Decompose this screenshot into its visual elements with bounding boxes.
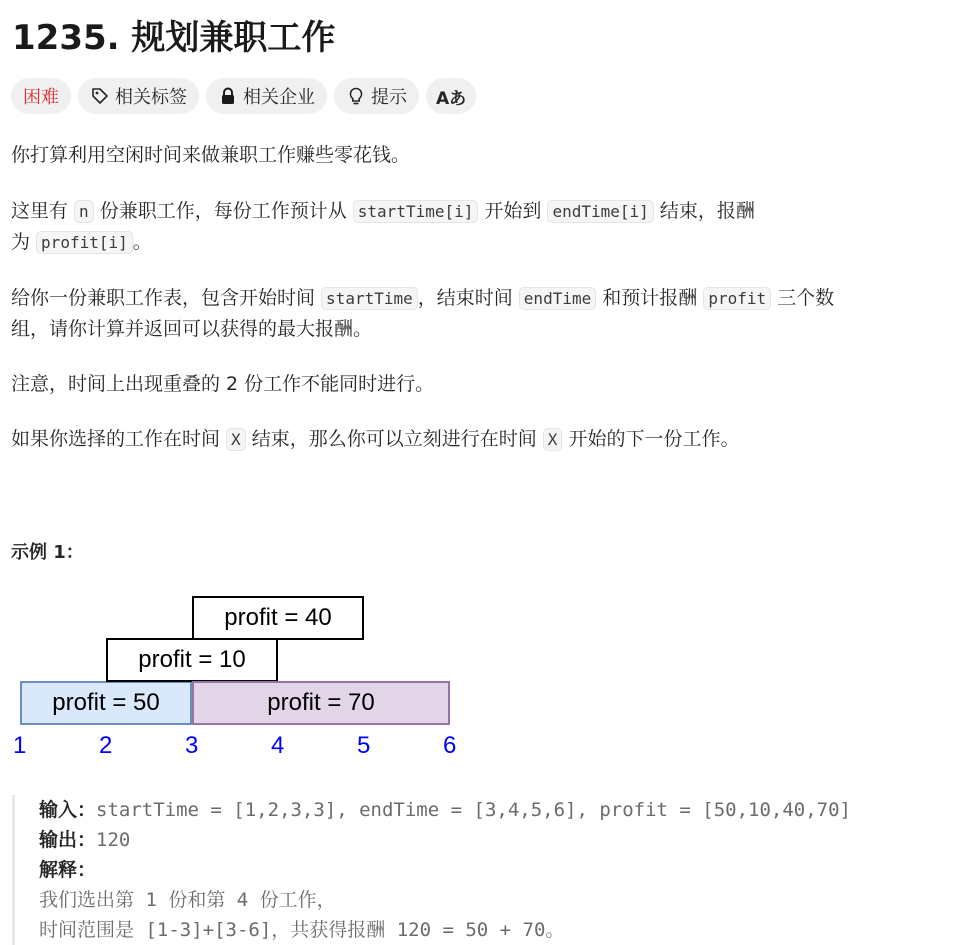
example-explain-line-2: 时间范围是 [1-3]+[3-6]，共获得报酬 120 = 50 + 70。 — [39, 919, 565, 941]
description-paragraph-5 — [11, 424, 739, 455]
description-paragraph-4: 注意，时间上出现重叠的 2 份工作不能同时进行。 — [11, 373, 435, 395]
output-value: 120 — [96, 829, 131, 851]
text: 三个数 — [771, 287, 835, 309]
text: 开始到 — [478, 200, 548, 222]
example-input-line — [39, 795, 958, 825]
text: 为 — [11, 231, 37, 253]
translate-button[interactable] — [426, 78, 476, 114]
code-n: n — [74, 200, 94, 223]
axis-tick-5: 5 — [357, 732, 371, 759]
axis-tick-1: 1 — [13, 732, 27, 759]
code-x: X — [543, 428, 563, 451]
example-diagram — [12, 592, 472, 762]
description-paragraph-1: 你打算利用空闲时间来做兼职工作赚些零花钱。 — [11, 144, 411, 166]
text: 。 — [132, 231, 152, 253]
translate-icon: Aあ — [436, 88, 467, 109]
axis-tick-6: 6 — [443, 732, 457, 759]
related-tags-button[interactable] — [78, 78, 199, 114]
text: 组，请你计算并返回可以获得的最大报酬。 — [11, 318, 373, 340]
axis-tick-4: 4 — [271, 732, 285, 759]
related-tags-label: 相关标签 — [115, 87, 187, 108]
example-block — [12, 795, 958, 945]
description-paragraph-2 — [11, 196, 755, 258]
input-value: startTime = [1,2,3,3], endTime = [3,4,5,6], profit = [50,10,40,70] — [96, 799, 851, 821]
code-endtime-i: endTime[i] — [547, 200, 653, 223]
example-output-line — [39, 825, 958, 855]
explain-label: 解释： — [39, 859, 97, 881]
code-starttime-i: startTime[i] — [353, 200, 479, 223]
code-profit: profit — [703, 287, 771, 310]
text: 这里有 — [11, 200, 75, 222]
hint-button[interactable] — [334, 78, 419, 114]
related-companies-button[interactable] — [206, 78, 327, 114]
tag-icon — [90, 86, 110, 106]
job-box-3: profit = 40 — [192, 596, 364, 640]
text: ，结束时间 — [417, 287, 519, 309]
job-box-2: profit = 10 — [106, 638, 278, 682]
tag-bar — [11, 78, 476, 114]
text: 和预计报酬 — [596, 287, 704, 309]
axis-tick-2: 2 — [99, 732, 113, 759]
axis-tick-3: 3 — [185, 732, 199, 759]
text: 开始的下一份工作。 — [562, 428, 740, 450]
job-box-1: profit = 50 — [20, 681, 192, 725]
code-x: X — [226, 428, 246, 451]
example-title: 示例 1： — [11, 542, 84, 563]
page-title: 1235. 规划兼职工作 — [12, 18, 336, 58]
job-box-4: profit = 70 — [192, 681, 450, 725]
related-companies-label: 相关企业 — [243, 87, 315, 108]
difficulty-badge[interactable]: 困难 — [11, 78, 71, 114]
text: 结束，那么你可以立刻进行在时间 — [245, 428, 543, 450]
lightbulb-icon — [346, 86, 366, 106]
text: 份兼职工作，每份工作预计从 — [93, 200, 353, 222]
output-label: 输出： — [39, 829, 97, 851]
text: 结束，报酬 — [653, 200, 755, 222]
input-label: 输入： — [39, 799, 97, 821]
lock-icon — [218, 86, 238, 106]
hint-label: 提示 — [371, 87, 407, 108]
example-explain-label-line — [39, 855, 958, 885]
text: 给你一份兼职工作表，包含开始时间 — [11, 287, 322, 309]
example-explain-line-1: 我们选出第 1 份和第 4 份工作， — [39, 889, 336, 911]
description-paragraph-3 — [11, 283, 834, 345]
code-profit-i: profit[i] — [36, 231, 133, 254]
text: 如果你选择的工作在时间 — [11, 428, 227, 450]
code-endtime: endTime — [519, 287, 596, 310]
code-starttime: startTime — [321, 287, 418, 310]
